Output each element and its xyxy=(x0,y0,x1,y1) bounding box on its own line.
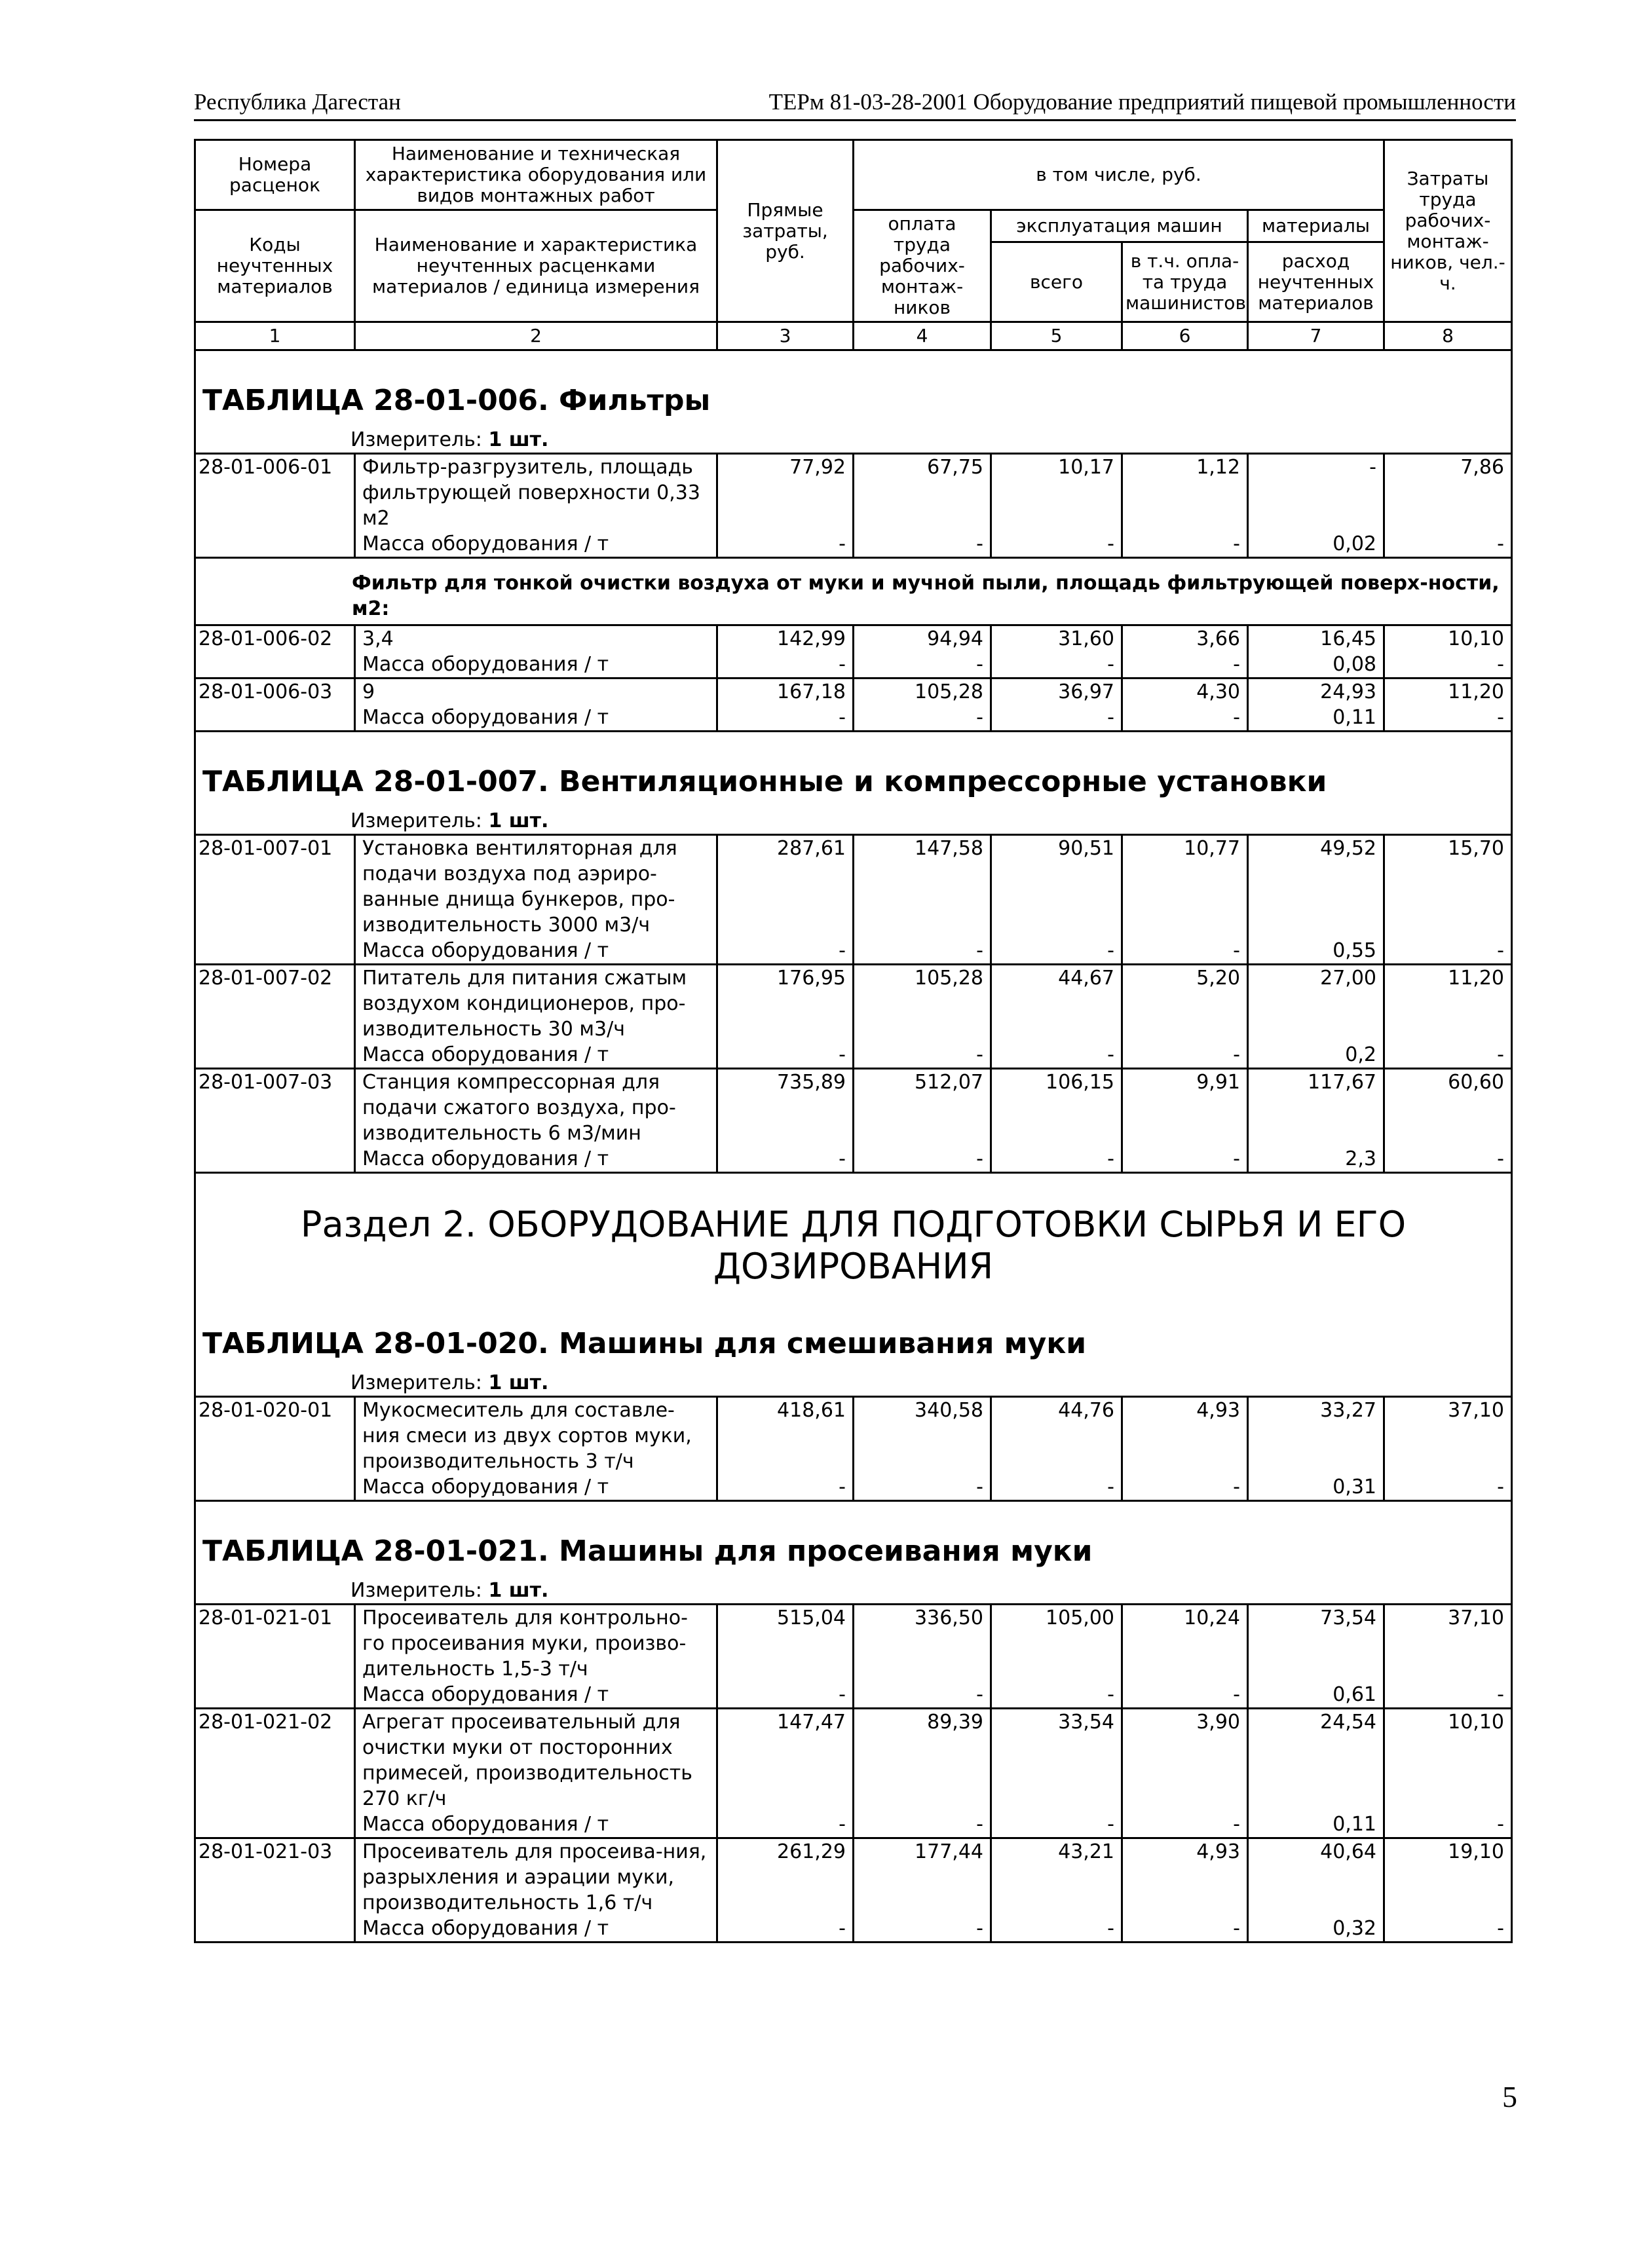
rate-value: 105,00 xyxy=(991,1605,1122,1682)
mass-value: - xyxy=(717,1812,854,1838)
table-row xyxy=(195,1397,1512,1475)
head-row-2 xyxy=(195,210,1512,242)
mass-value: - xyxy=(854,652,991,679)
mass-value: - xyxy=(991,1474,1122,1501)
rate-name: Питатель для питания сжатым воздухом кондиционеров, про-изводительность 30 м3/ч xyxy=(355,965,717,1043)
mass-value: - xyxy=(991,938,1122,965)
rate-value: 5,20 xyxy=(1122,965,1248,1043)
mass-value: - xyxy=(1384,705,1512,732)
table-title: ТАБЛИЦА 28-01-007. Вентиляционные и компрессорные установки xyxy=(202,765,1327,798)
rate-value: 31,60 xyxy=(991,625,1122,652)
head-c6: в т.ч. опла-та труда машинистов xyxy=(1122,242,1248,322)
table-title-row-cell xyxy=(195,350,1512,428)
rate-value: 40,64 xyxy=(1248,1838,1384,1916)
mass-label: Масса оборудования / т xyxy=(355,652,717,679)
group-subtitle: Фильтр для тонкой очистки воздуха от муки и мучной пыли, площадь фильтрующей поверх-ности, м2: xyxy=(352,572,1500,620)
mass-row xyxy=(195,531,1512,558)
table-title-row-cell xyxy=(195,732,1512,809)
mass-value: - xyxy=(1384,1812,1512,1838)
rate-value: 105,28 xyxy=(854,679,991,705)
head-c7: расход неучтенных материалов xyxy=(1248,242,1384,322)
mass-value: 0,11 xyxy=(1248,1812,1384,1838)
rate-value: 24,93 xyxy=(1248,679,1384,705)
page-number: 5 xyxy=(1502,2080,1517,2113)
rate-value: 49,52 xyxy=(1248,835,1384,939)
rate-value: 90,51 xyxy=(991,835,1122,939)
head-c2-top: Наименование и техническая характеристика оборудования или видов монтажных работ xyxy=(355,140,717,210)
mass-value: 0,55 xyxy=(1248,938,1384,965)
meter-value: 1 шт. xyxy=(488,809,549,832)
mass-value: - xyxy=(1122,705,1248,732)
rate-code: 28-01-006-03 xyxy=(195,679,355,732)
mass-row xyxy=(195,652,1512,679)
col-num: 5 xyxy=(991,322,1122,350)
rate-value: 105,28 xyxy=(854,965,991,1043)
mass-row xyxy=(195,938,1512,965)
head-c1-top: Номера расценок xyxy=(195,140,355,210)
table-row xyxy=(195,835,1512,939)
rate-value: 44,76 xyxy=(991,1397,1122,1475)
rate-value: 16,45 xyxy=(1248,625,1384,652)
meter-label: Измеритель: xyxy=(350,428,482,451)
rate-value: 7,86 xyxy=(1384,454,1512,532)
mass-value: - xyxy=(991,1812,1122,1838)
meter-label: Измеритель: xyxy=(350,1579,482,1602)
mass-value: 0,11 xyxy=(1248,705,1384,732)
table-title: ТАБЛИЦА 28-01-021. Машины для просеивания муки xyxy=(202,1534,1093,1568)
rate-value: 515,04 xyxy=(717,1605,854,1682)
meter-line xyxy=(196,1578,1511,1603)
rate-value: 10,10 xyxy=(1384,625,1512,652)
mass-label: Масса оборудования / т xyxy=(355,1474,717,1501)
rate-value: 9,91 xyxy=(1122,1069,1248,1147)
table-row xyxy=(195,1605,1512,1682)
mass-row xyxy=(195,1146,1512,1173)
rate-name: Просеиватель для просеива-ния, разрыхления и аэрации муки, производительность 1,6 т/ч xyxy=(355,1838,717,1916)
rate-value: 512,07 xyxy=(854,1069,991,1147)
mass-value: - xyxy=(854,938,991,965)
rate-value: 287,61 xyxy=(717,835,854,939)
head-c8: Затраты труда рабочих-монтаж-ников, чел.-ч. xyxy=(1384,140,1512,322)
rate-value: 1,12 xyxy=(1122,454,1248,532)
head-materials: материалы xyxy=(1248,210,1384,242)
meter-row-cell xyxy=(195,1578,1512,1605)
subtitle-row xyxy=(195,558,1512,625)
mass-value: - xyxy=(1122,938,1248,965)
head-c2-bottom: Наименование и характеристика неучтенных расценками материалов / единица измерения xyxy=(355,210,717,322)
mass-label: Масса оборудования / т xyxy=(355,1812,717,1838)
mass-value: - xyxy=(854,1042,991,1069)
rate-value: 27,00 xyxy=(1248,965,1384,1043)
rate-name: Мукосмеситель для составле-ния смеси из двух сортов муки, производительность 3 т/ч xyxy=(355,1397,717,1475)
mass-value: - xyxy=(1122,1916,1248,1943)
rate-value: 3,90 xyxy=(1122,1709,1248,1812)
rate-value: 33,27 xyxy=(1248,1397,1384,1475)
mass-value: - xyxy=(1122,652,1248,679)
table-row xyxy=(195,679,1512,705)
mass-value: - xyxy=(1122,531,1248,558)
mass-value: 0,61 xyxy=(1248,1682,1384,1709)
mass-value: - xyxy=(991,1146,1122,1173)
mass-value: 0,31 xyxy=(1248,1474,1384,1501)
mass-value: - xyxy=(854,705,991,732)
rate-value: 261,29 xyxy=(717,1838,854,1916)
rate-value: 33,54 xyxy=(991,1709,1122,1812)
mass-value: - xyxy=(1122,1146,1248,1173)
mass-label: Масса оборудования / т xyxy=(355,1146,717,1173)
rate-value: 167,18 xyxy=(717,679,854,705)
header-document-code: ТЕРм 81-03-28-2001 Оборудование предприятий пищевой промышленности xyxy=(768,89,1516,115)
rate-value: 117,67 xyxy=(1248,1069,1384,1147)
mass-value: - xyxy=(1384,938,1512,965)
rate-value: 94,94 xyxy=(854,625,991,652)
rate-code: 28-01-021-01 xyxy=(195,1605,355,1709)
mass-value: - xyxy=(1122,1682,1248,1709)
mass-label: Масса оборудования / т xyxy=(355,1042,717,1069)
head-c4: оплата труда рабочих-монтаж-ников xyxy=(854,210,991,322)
price-table xyxy=(194,139,1513,1943)
rate-value: 3,66 xyxy=(1122,625,1248,652)
mass-label: Масса оборудования / т xyxy=(355,938,717,965)
rate-name: Установка вентиляторная для подачи воздуха под аэриро-ванные днища бункеров, про-изводительность 3000 м3/ч xyxy=(355,835,717,939)
table-row xyxy=(195,965,1512,1043)
head-c3: Прямые затраты, руб. xyxy=(717,140,854,322)
meter-label: Измеритель: xyxy=(350,1371,482,1394)
rate-value: 4,93 xyxy=(1122,1838,1248,1916)
section-heading-row-cell xyxy=(195,1173,1512,1295)
table-row xyxy=(195,1709,1512,1812)
mass-value: - xyxy=(717,1916,854,1943)
mass-value: - xyxy=(854,1916,991,1943)
rate-value: 73,54 xyxy=(1248,1605,1384,1682)
table-title: ТАБЛИЦА 28-01-006. Фильтры xyxy=(202,384,711,417)
rate-code: 28-01-021-03 xyxy=(195,1838,355,1943)
rate-code: 28-01-007-03 xyxy=(195,1069,355,1173)
rate-value: 37,10 xyxy=(1384,1605,1512,1682)
head-c5: всего xyxy=(991,242,1122,322)
mass-row xyxy=(195,1474,1512,1501)
rate-value: 340,58 xyxy=(854,1397,991,1475)
column-numbers-row xyxy=(195,322,1512,350)
rate-value: 176,95 xyxy=(717,965,854,1043)
meter-row xyxy=(195,1578,1512,1605)
table-row xyxy=(195,625,1512,652)
rate-value: 67,75 xyxy=(854,454,991,532)
rate-value: 77,92 xyxy=(717,454,854,532)
mass-value: - xyxy=(717,1042,854,1069)
rate-value: 10,17 xyxy=(991,454,1122,532)
mass-value: - xyxy=(1384,652,1512,679)
meter-value: 1 шт. xyxy=(488,1371,549,1394)
mass-value: - xyxy=(1122,1042,1248,1069)
rate-value: 60,60 xyxy=(1384,1069,1512,1147)
mass-value: - xyxy=(1122,1812,1248,1838)
col-num: 3 xyxy=(717,322,854,350)
mass-value: - xyxy=(717,652,854,679)
rate-value: 19,10 xyxy=(1384,1838,1512,1916)
rate-value: 37,10 xyxy=(1384,1397,1512,1475)
meter-row-cell xyxy=(195,808,1512,835)
table-title-row-cell xyxy=(195,1294,1512,1370)
col-num: 7 xyxy=(1248,322,1384,350)
col-num: 6 xyxy=(1122,322,1248,350)
mass-value: - xyxy=(717,1146,854,1173)
rate-value: 4,30 xyxy=(1122,679,1248,705)
table-title: ТАБЛИЦА 28-01-020. Машины для смешивания муки xyxy=(202,1327,1087,1360)
rate-value: 147,58 xyxy=(854,835,991,939)
col-num: 2 xyxy=(355,322,717,350)
mass-value: 2,3 xyxy=(1248,1146,1384,1173)
mass-value: - xyxy=(717,705,854,732)
subtitle-row-cell xyxy=(195,558,1512,625)
rate-value: 15,70 xyxy=(1384,835,1512,939)
mass-row xyxy=(195,1042,1512,1069)
rate-name: Фильтр-разгрузитель, площадь фильтрующей поверхности 0,33 м2 xyxy=(355,454,717,532)
rate-value: 147,47 xyxy=(717,1709,854,1812)
mass-value: - xyxy=(717,531,854,558)
head-row-1 xyxy=(195,140,1512,210)
table-row xyxy=(195,1069,1512,1147)
mass-label: Масса оборудования / т xyxy=(355,531,717,558)
col-num: 8 xyxy=(1384,322,1512,350)
rate-value: 24,54 xyxy=(1248,1709,1384,1812)
rate-name: Агрегат просеивательный для очистки муки от посторонних примесей, производительность 270 кг/ч xyxy=(355,1709,717,1812)
rate-value: 43,21 xyxy=(991,1838,1122,1916)
table-title-row-cell xyxy=(195,1501,1512,1578)
meter-value: 1 шт. xyxy=(488,1579,549,1602)
rate-value: 10,77 xyxy=(1122,835,1248,939)
rate-name: 3,4 xyxy=(355,625,717,652)
mass-row xyxy=(195,1916,1512,1943)
rate-name: Станция компрессорная для подачи сжатого воздуха, про-изводительность 6 м3/мин xyxy=(355,1069,717,1147)
rate-value: 44,67 xyxy=(991,965,1122,1043)
rate-value: 735,89 xyxy=(717,1069,854,1147)
mass-value: - xyxy=(991,1682,1122,1709)
mass-value: - xyxy=(991,705,1122,732)
mass-row xyxy=(195,1682,1512,1709)
rate-code: 28-01-020-01 xyxy=(195,1397,355,1501)
mass-value: - xyxy=(1384,1474,1512,1501)
mass-value: - xyxy=(991,1916,1122,1943)
col-num: 4 xyxy=(854,322,991,350)
meter-line xyxy=(196,427,1511,453)
rate-value: 4,93 xyxy=(1122,1397,1248,1475)
mass-value: - xyxy=(1384,1682,1512,1709)
mass-value: - xyxy=(1384,1042,1512,1069)
rate-value: 418,61 xyxy=(717,1397,854,1475)
rate-value: 11,20 xyxy=(1384,965,1512,1043)
rate-code: 28-01-006-01 xyxy=(195,454,355,558)
mass-value: - xyxy=(1384,1916,1512,1943)
mass-value: - xyxy=(717,938,854,965)
col-num: 1 xyxy=(195,322,355,350)
rate-value: 36,97 xyxy=(991,679,1122,705)
mass-value: 0,02 xyxy=(1248,531,1384,558)
rate-name: Просеиватель для контрольно-го просеивания муки, произво-дительность 1,5-3 т/ч xyxy=(355,1605,717,1682)
table-title-row xyxy=(195,350,1512,428)
rate-value: 142,99 xyxy=(717,625,854,652)
mass-value: - xyxy=(991,1042,1122,1069)
section-heading: Раздел 2. ОБОРУДОВАНИЕ ДЛЯ ПОДГОТОВКИ СЫРЬЯ И ЕГО ДОЗИРОВАНИЯ xyxy=(300,1204,1407,1287)
section-heading-row xyxy=(195,1173,1512,1295)
rate-value: 106,15 xyxy=(991,1069,1122,1147)
mass-row xyxy=(195,1812,1512,1838)
meter-line xyxy=(196,808,1511,834)
mass-value: - xyxy=(854,1682,991,1709)
mass-value: - xyxy=(1384,1146,1512,1173)
mass-value: - xyxy=(991,652,1122,679)
rate-value: 336,50 xyxy=(854,1605,991,1682)
rate-name: 9 xyxy=(355,679,717,705)
rate-code: 28-01-006-02 xyxy=(195,625,355,679)
table-title-row xyxy=(195,1294,1512,1370)
mass-value: 0,32 xyxy=(1248,1916,1384,1943)
head-c1-bottom: Коды неучтенных материалов xyxy=(195,210,355,322)
meter-value: 1 шт. xyxy=(488,428,549,451)
mass-value: - xyxy=(854,531,991,558)
table-row xyxy=(195,1838,1512,1916)
mass-row xyxy=(195,705,1512,732)
mass-label: Масса оборудования / т xyxy=(355,1916,717,1943)
mass-value: - xyxy=(1122,1474,1248,1501)
rate-value: 11,20 xyxy=(1384,679,1512,705)
mass-label: Масса оборудования / т xyxy=(355,705,717,732)
meter-row xyxy=(195,427,1512,454)
header-region: Республика Дагестан xyxy=(194,89,401,115)
mass-value: - xyxy=(1384,531,1512,558)
mass-value: 0,08 xyxy=(1248,652,1384,679)
meter-row-cell xyxy=(195,427,1512,454)
head-machines: эксплуатация машин xyxy=(991,210,1248,242)
table-title-row xyxy=(195,1501,1512,1578)
mass-value: - xyxy=(854,1474,991,1501)
rate-value: 10,24 xyxy=(1122,1605,1248,1682)
mass-label: Масса оборудования / т xyxy=(355,1682,717,1709)
rate-value: - xyxy=(1248,454,1384,532)
mass-value: - xyxy=(991,531,1122,558)
mass-value: 0,2 xyxy=(1248,1042,1384,1069)
table-row xyxy=(195,454,1512,532)
mass-value: - xyxy=(717,1474,854,1501)
rate-code: 28-01-007-02 xyxy=(195,965,355,1069)
rate-code: 28-01-007-01 xyxy=(195,835,355,965)
meter-row xyxy=(195,1370,1512,1397)
rate-value: 177,44 xyxy=(854,1838,991,1916)
table-title-row xyxy=(195,732,1512,809)
mass-value: - xyxy=(854,1812,991,1838)
meter-row xyxy=(195,808,1512,835)
rate-code: 28-01-021-02 xyxy=(195,1709,355,1838)
running-header xyxy=(194,90,1516,121)
head-including: в том числе, руб. xyxy=(854,140,1384,210)
meter-row-cell xyxy=(195,1370,1512,1397)
rate-value: 89,39 xyxy=(854,1709,991,1812)
meter-label: Измеритель: xyxy=(350,809,482,832)
meter-line xyxy=(196,1370,1511,1396)
mass-value: - xyxy=(854,1146,991,1173)
rate-value: 10,10 xyxy=(1384,1709,1512,1812)
mass-value: - xyxy=(717,1682,854,1709)
